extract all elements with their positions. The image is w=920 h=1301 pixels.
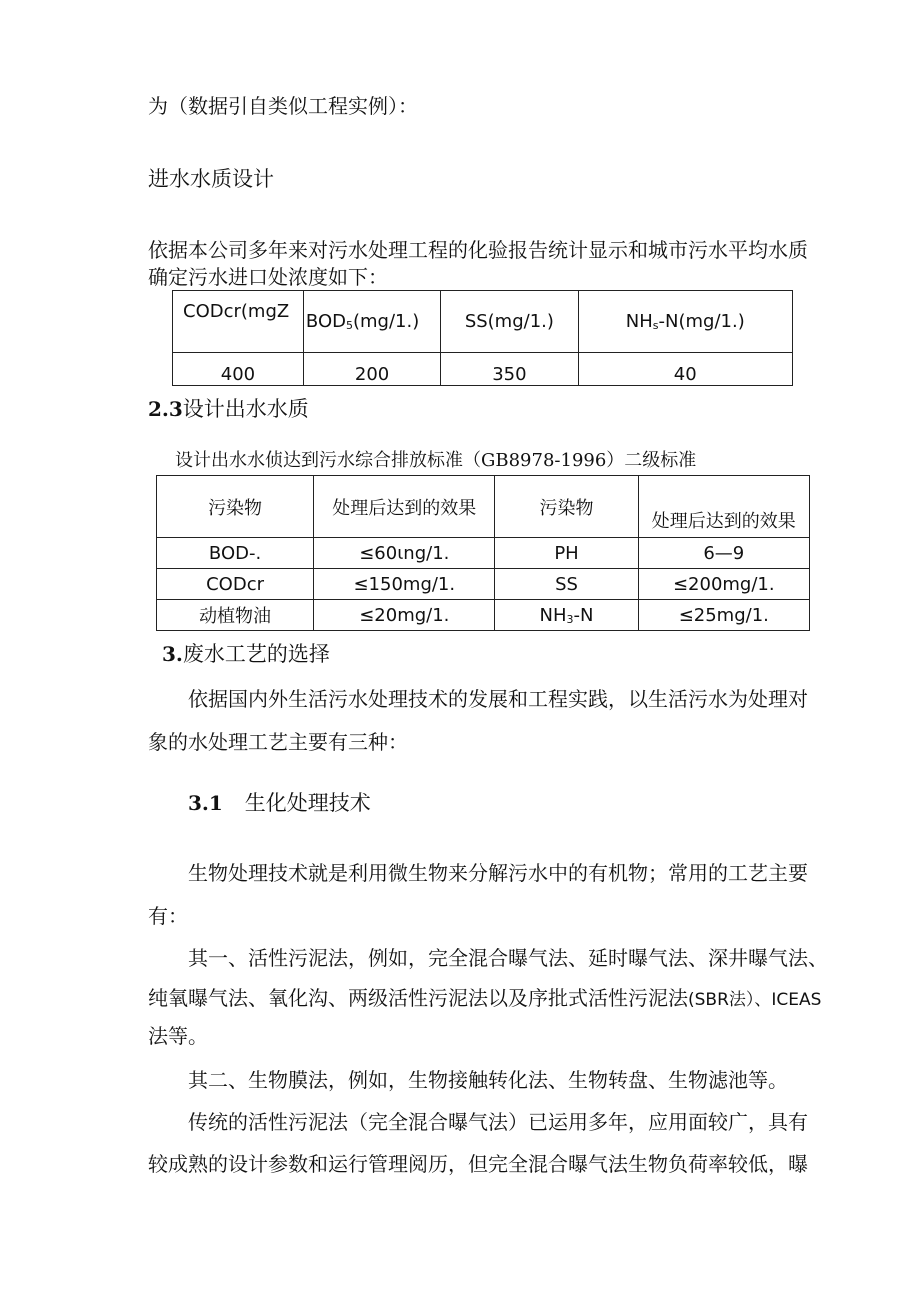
influent-value-bod: 200 (303, 353, 440, 386)
para-one-line-3: 法等。 (148, 1024, 208, 1048)
effluent-cell: ≤60ιng/1. (314, 538, 495, 569)
effluent-cell: ≤25mg/1. (638, 600, 809, 631)
influent-text-line-2: 确定污水进口处浓度如下： (148, 265, 388, 289)
influent-header-ss: SS(mg∕1.) (441, 291, 578, 353)
section-title: 生化处理技术 (244, 791, 371, 815)
effluent-header-effect-2: 处理后达到的效果 (638, 476, 809, 538)
section-3-1-heading (188, 790, 371, 816)
influent-values-row (173, 353, 793, 386)
influent-header-nh3: $NH_s-N(mg∕1.)$ (578, 291, 792, 353)
effluent-header-pollutant-2: 污染物 (495, 476, 638, 538)
effluent-standard-text: 设计出水水侦达到污水综合排放标准（GB8978-1996）二级标准 (175, 450, 697, 471)
effluent-table (156, 475, 810, 631)
effluent-cell: 6—9 (638, 538, 809, 569)
para-trad-line-1: 传统的活性污泥法（完全混合曝气法）已运用多年，应用面较广，具有 (188, 1110, 808, 1134)
effluent-row (157, 569, 810, 600)
para-one-sbr: (SBR法）、ICEAS (688, 990, 822, 1010)
influent-header-cod: CODcr(mgZ (173, 291, 304, 353)
effluent-header-effect-1: 处理后达到的效果 (314, 476, 495, 538)
effluent-cell-nh3: $NH_3-N$ (495, 600, 638, 631)
effluent-cell: CODcr (157, 569, 314, 600)
influent-value-nh3: 40 (578, 353, 792, 386)
para-bio-line-1: 生物处理技术就是利用微生物来分解污水中的有机物；常用的工艺主要 (188, 861, 808, 885)
effluent-cell: SS (495, 569, 638, 600)
section-number: 2.3 (148, 397, 183, 421)
effluent-row (157, 538, 810, 569)
para-bio-line-2: 有： (148, 904, 188, 928)
effluent-row (157, 600, 810, 631)
para-one-text: 纯氧曝气法、氧化沟、两级活性污泥法以及序批式活性污泥法 (148, 986, 688, 1010)
influent-text-line-1: 依据本公司多年来对污水处理工程的化验报告统计显示和城市污水平均水质 (148, 238, 808, 262)
section-3-heading (162, 641, 330, 667)
section-number: 3.1 (188, 791, 223, 815)
effluent-header-pollutant-1: 污染物 (157, 476, 314, 538)
section-2-3-heading (148, 396, 309, 422)
para-3-line-2: 象的水处理工艺主要有三种： (148, 730, 408, 754)
effluent-cell: ≤200mg/1. (638, 569, 809, 600)
section-title: 设计出水水质 (182, 397, 309, 421)
effluent-cell: ≤20mg∕1. (314, 600, 495, 631)
effluent-cell: 动植物油 (157, 600, 314, 631)
effluent-cell: BOD-. (157, 538, 314, 569)
influent-heading: 进水水质设计 (148, 167, 274, 191)
influent-value-cod: 400 (173, 353, 304, 386)
effluent-cell: PH (495, 538, 638, 569)
para-trad-line-2: 较成熟的设计参数和运行管理阅历，但完全混合曝气法生物负荷率较低，曝 (148, 1152, 808, 1176)
section-number: 3. (162, 642, 183, 666)
influent-table (172, 290, 793, 386)
para-one-line-2 (148, 986, 821, 1012)
para-3-line-1: 依据国内外生活污水处理技术的发展和工程实践，以生活污水为处理对 (188, 687, 808, 711)
section-title: 废水工艺的选择 (182, 642, 330, 666)
influent-header-bod: $BOD_5(mg∕1.)$ (303, 291, 440, 353)
para-two-line: 其二、生物膜法，例如，生物接触转化法、生物转盘、生物滤池等。 (188, 1068, 788, 1092)
intro-line: 为（数据引自类似工程实例）： (148, 94, 418, 118)
influent-value-ss: 350 (441, 353, 578, 386)
effluent-cell: ≤150mg/1. (314, 569, 495, 600)
para-one-line-1: 其一、活性污泥法，例如，完全混合曝气法、延时曝气法、深井曝气法、 (188, 946, 828, 970)
